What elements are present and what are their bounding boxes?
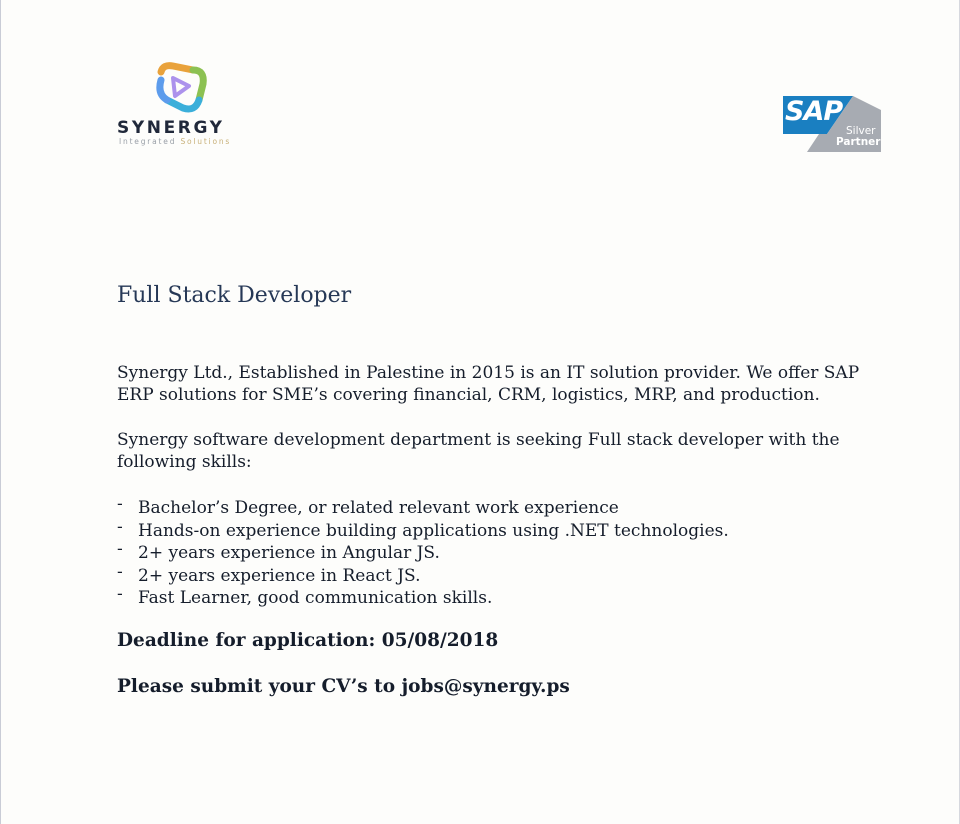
skill-text: Fast Learner, good communication skills. [138, 588, 493, 609]
job-title: Full Stack Developer [117, 283, 352, 308]
tagline-part2: Solutions [180, 137, 232, 146]
skill-text: Bachelor’s Degree, or related relevant work experience [138, 498, 619, 518]
synergy-logo [113, 60, 258, 150]
synergy-tagline [119, 137, 231, 146]
bullet-dash: - [117, 539, 123, 560]
bullet-dash: - [117, 584, 123, 605]
tagline-part1: Integrated [119, 137, 177, 146]
company-intro: Synergy Ltd., Established in Palestine in 2015 is an IT solution provider. We offer SAP ERP solutions for SME’s covering financial, CRM, logistics, MRP, and production. [117, 363, 860, 405]
seeking-paragraph: Synergy software development department is seeking Full stack developer with the following skills: [117, 430, 840, 472]
synergy-mark-icon [153, 60, 213, 118]
sap-brand-text: SAP [785, 96, 843, 127]
bullet-dash: - [117, 516, 123, 537]
skill-text: Hands-on experience building applications using .NET technologies. [138, 520, 729, 541]
skill-item [117, 516, 729, 543]
submit-instructions: Please submit your CV’s to jobs@synergy.ps [117, 676, 570, 697]
sap-level-text: Silver [846, 125, 876, 137]
bullet-dash: - [117, 561, 123, 582]
skills-list [117, 494, 729, 610]
skill-text: 2+ years experience in Angular JS. [138, 543, 440, 564]
sap-type-text: Partner [836, 136, 881, 148]
application-deadline: Deadline for application: 05/08/2018 [117, 630, 499, 651]
synergy-wordmark: SYNERGY [117, 118, 225, 138]
skill-item [117, 584, 729, 610]
skill-text: 2+ years experience in React JS. [138, 565, 421, 586]
skill-item [117, 494, 729, 520]
skill-item [117, 561, 729, 588]
skill-item [117, 539, 729, 565]
bullet-dash: - [117, 494, 123, 514]
sap-silver-partner-badge [783, 96, 881, 152]
